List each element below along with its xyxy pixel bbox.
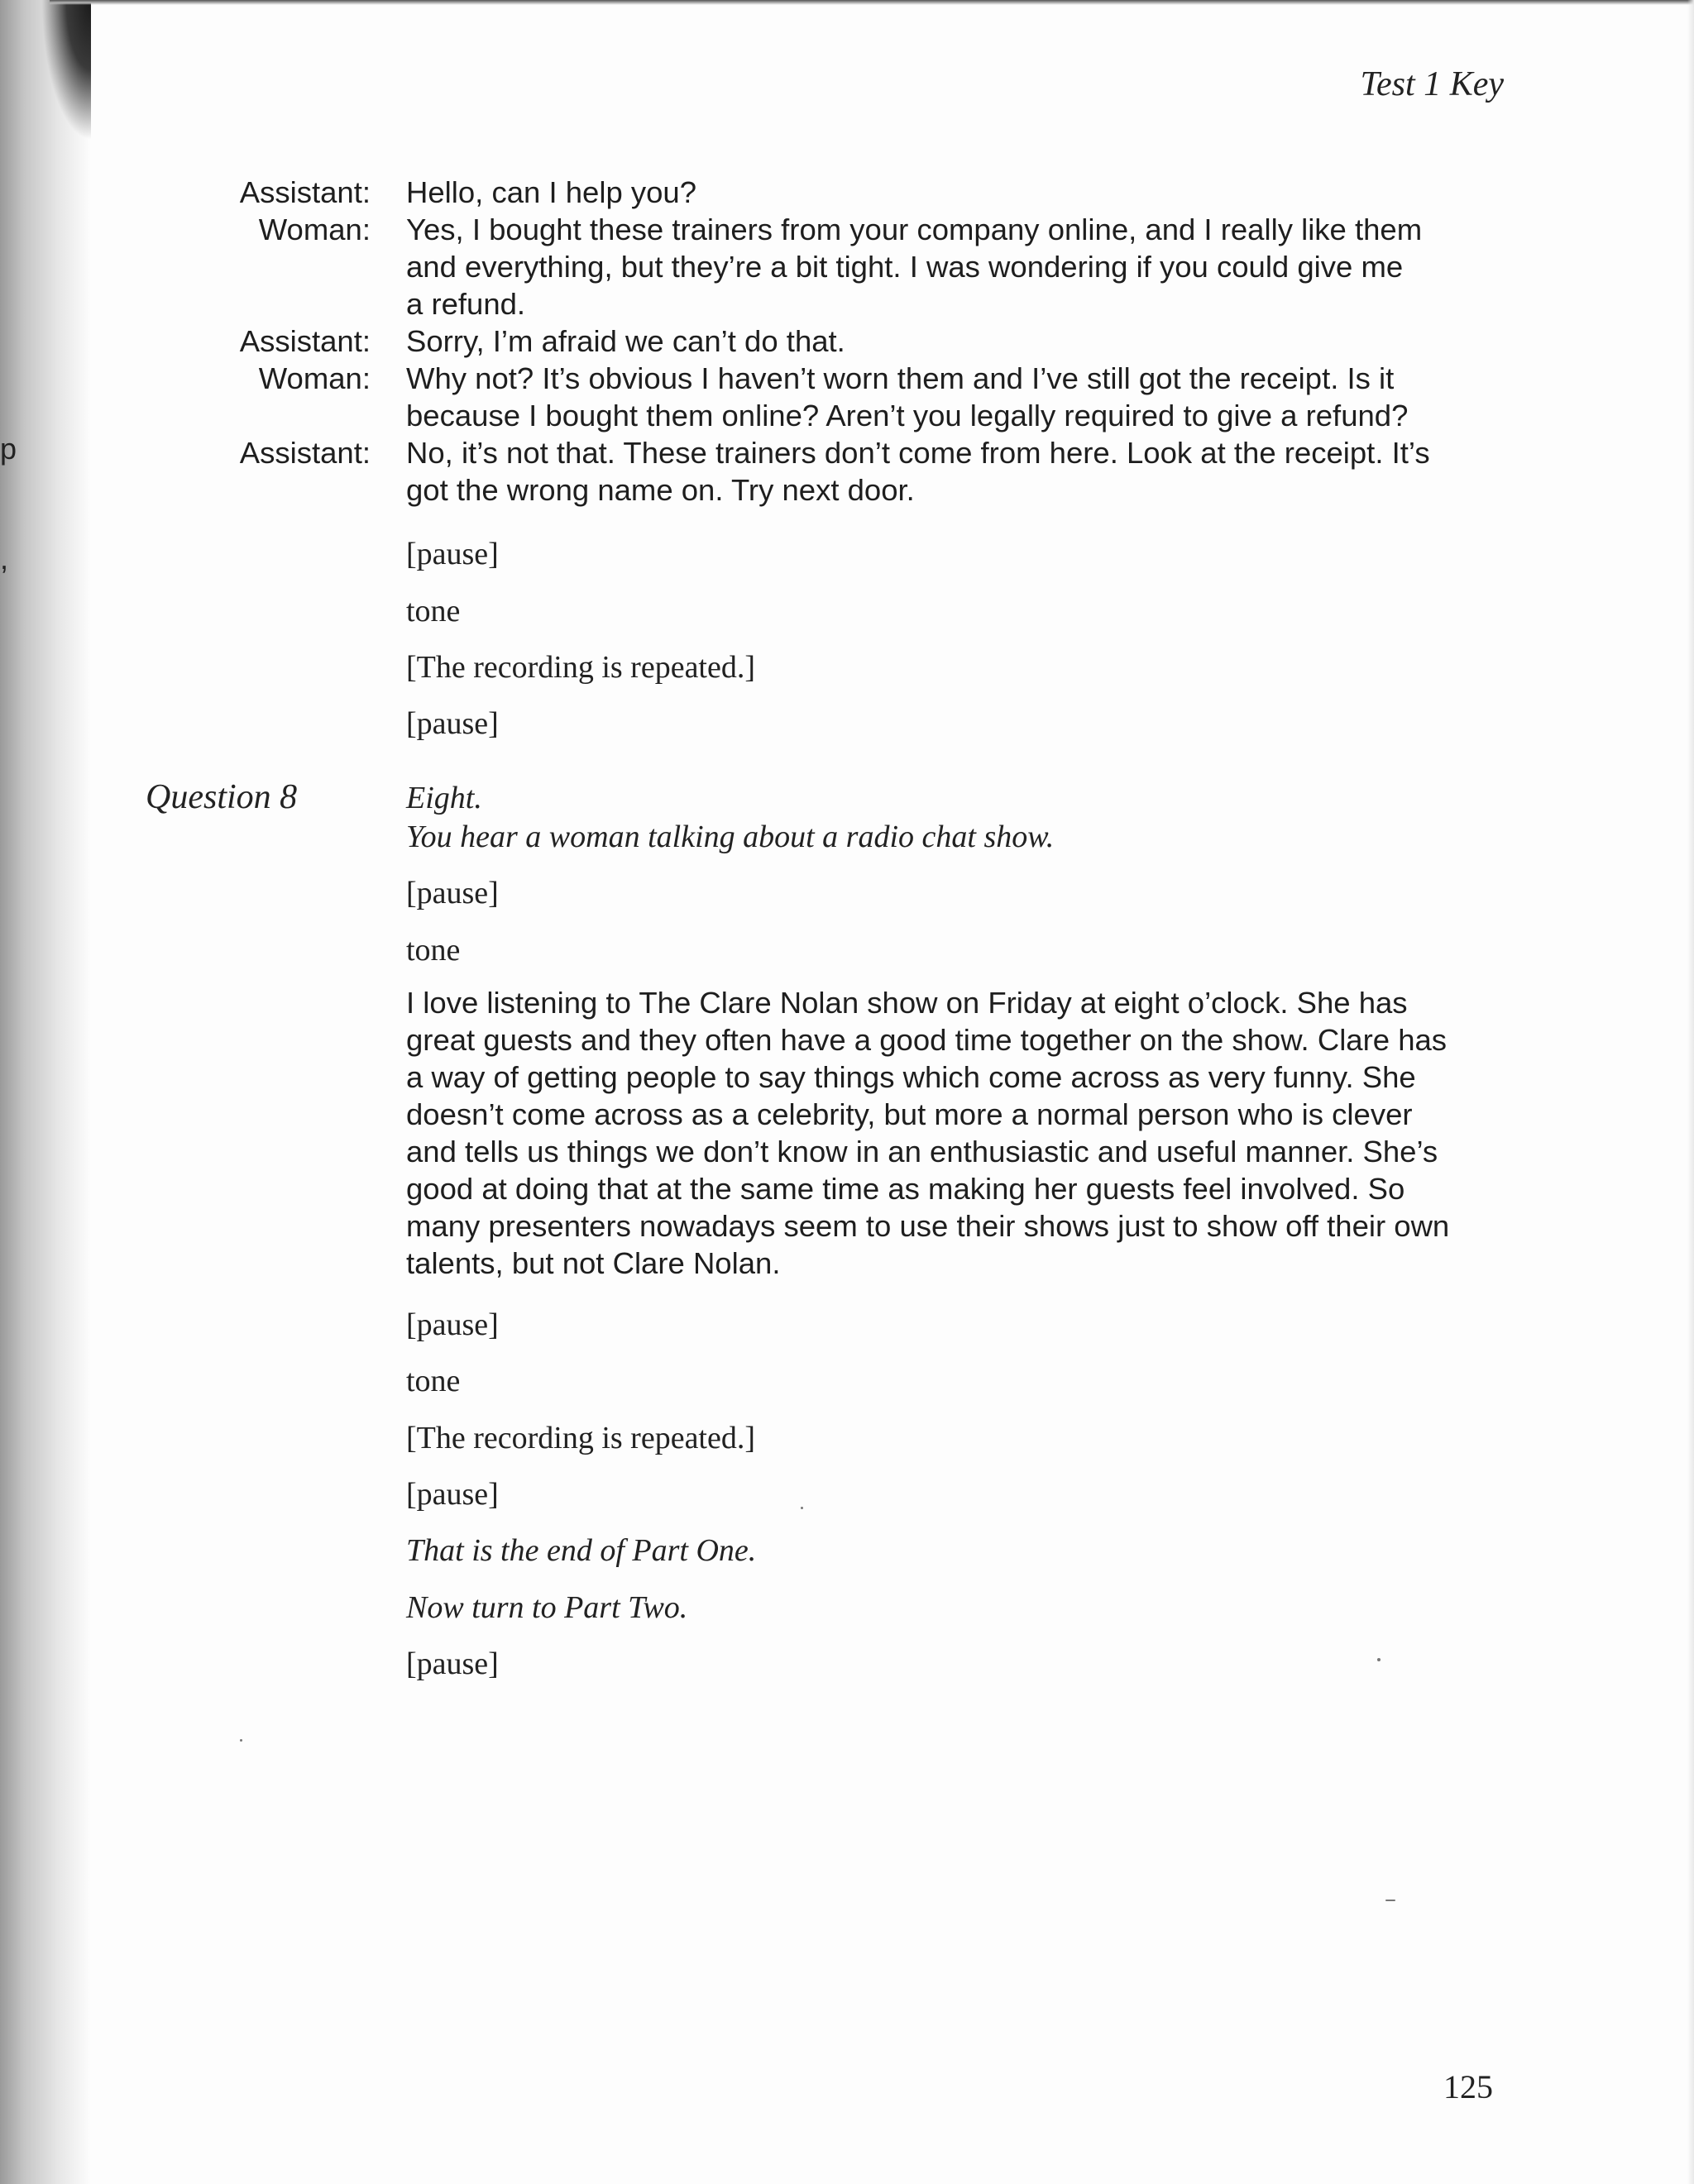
speaker-label: Assistant:	[239, 324, 371, 358]
monologue-line: doesn’t come across as a celebrity, but more a normal person who is clever	[406, 1097, 1413, 1131]
speech-text	[406, 174, 1481, 211]
speaker-label: Woman:	[258, 213, 371, 246]
speech-text	[406, 323, 1481, 360]
speech-line: and everything, but they’re a bit tight. I was wondering if you could give me	[406, 250, 1404, 284]
speech-line: because I bought them online? Aren’t you legally required to give a refund?	[406, 399, 1409, 432]
monologue-transcript	[406, 984, 1506, 1282]
monologue-line: I love listening to The Clare Nolan show on Friday at eight o’clock. She has	[406, 986, 1408, 1020]
end-of-part-notice: That is the end of Part One.	[406, 1533, 757, 1568]
dialogue-turn	[0, 360, 1694, 434]
speech-text	[406, 360, 1481, 434]
running-head: Test 1 Key	[1360, 65, 1504, 103]
dialogue-turn	[0, 434, 1694, 509]
speaker-label: Woman:	[258, 361, 371, 395]
stage-direction: [pause]	[406, 706, 499, 741]
monologue-line: a way of getting people to say things which come across as very funny. She	[406, 1060, 1416, 1094]
stage-direction: [pause]	[406, 876, 499, 910]
question-number-word: Eight.	[406, 781, 482, 815]
margin-fragment: p	[0, 432, 17, 466]
stage-direction: [pause]	[406, 1477, 499, 1512]
monologue-line: good at doing that at the same time as making her guests feel involved. So	[406, 1172, 1405, 1206]
stage-direction: [pause]	[406, 537, 499, 571]
stage-direction: [The recording is repeated.]	[406, 1421, 756, 1455]
speaker-label: Assistant:	[239, 175, 371, 209]
stage-direction: [pause]	[406, 1646, 499, 1681]
dialogue-turn	[0, 211, 1694, 323]
stage-direction: tone	[406, 594, 461, 628]
margin-fragment: ,	[0, 542, 9, 576]
scan-speck	[1377, 1658, 1381, 1661]
stage-direction: tone	[406, 1364, 461, 1398]
page-curl-shadow	[41, 0, 91, 141]
scan-speck	[240, 1739, 242, 1742]
monologue-line: many presenters nowadays seem to use their shows just to show off their own	[406, 1209, 1450, 1243]
monologue-line: great guests and they often have a good time together on the show. Clare has	[406, 1023, 1448, 1057]
question-prompt: You hear a woman talking about a radio chat show.	[406, 820, 1055, 854]
monologue-line: and tells us things we don’t know in an enthusiastic and useful manner. She’s	[406, 1135, 1438, 1168]
stage-direction: tone	[406, 933, 461, 968]
question-label: Question 8	[146, 778, 298, 816]
dialogue-turn	[0, 323, 1694, 360]
page-number: 125	[1443, 2068, 1493, 2105]
speech-text	[406, 434, 1481, 509]
speech-line: a refund.	[406, 287, 526, 321]
scan-speck	[1385, 1900, 1395, 1901]
dialogue-section	[0, 174, 1694, 509]
speech-line: Yes, I bought these trainers from your company online, and I really like them	[406, 213, 1423, 246]
monologue-line: talents, but not Clare Nolan.	[406, 1246, 781, 1280]
scan-speck	[801, 1507, 803, 1509]
speech-line: Hello, can I help you?	[406, 175, 697, 209]
speech-line: No, it’s not that. These trainers don’t come from here. Look at the receipt. It’s	[406, 436, 1430, 470]
stage-direction: [The recording is repeated.]	[406, 650, 756, 685]
speaker-label: Assistant:	[239, 436, 371, 470]
turn-to-part-notice: Now turn to Part Two.	[406, 1590, 688, 1625]
speech-text	[406, 211, 1481, 323]
stage-direction: [pause]	[406, 1307, 499, 1342]
speech-line: Sorry, I’m afraid we can’t do that.	[406, 324, 845, 358]
page-top-edge	[50, 0, 1694, 5]
dialogue-turn	[0, 174, 1694, 211]
speech-line: got the wrong name on. Try next door.	[406, 473, 915, 507]
speech-line: Why not? It’s obvious I haven’t worn them and I’ve still got the receipt. Is it	[406, 361, 1395, 395]
